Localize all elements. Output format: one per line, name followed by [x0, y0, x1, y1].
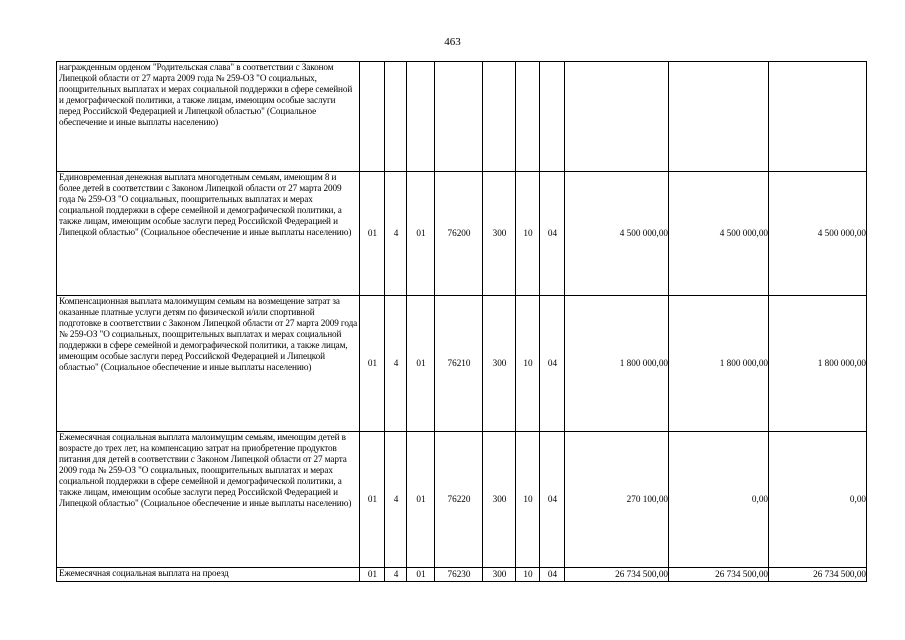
code-subprogram: 4: [385, 172, 407, 296]
code-main-event: 01: [407, 432, 435, 568]
amount-year-2: [669, 62, 769, 172]
amount-year-1: 270 100,00: [565, 432, 669, 568]
amount-year-2: 4 500 000,00: [669, 172, 769, 296]
code-subsection: 04: [540, 432, 565, 568]
table-row: [57, 62, 867, 172]
row-description: награжденным орденом "Родительская слава" в соответствии с Законом Липецкой области от 27 марта 2009 года № 259-ОЗ "О социальных, поощрительных выплатах и мерах социальной поддержки в сфере семейной и демографической политики, а также лицам, имеющим особые заслуги перед Российской Федерацией и Липецкой областью" (Социальное обеспечение и иные выплаты населению): [57, 62, 360, 172]
amount-year-2: 0,00: [669, 432, 769, 568]
code-program: 01: [360, 296, 385, 432]
code-main-event: 01: [407, 172, 435, 296]
amount-year-3: [769, 62, 867, 172]
code-expense-type: [483, 62, 516, 172]
code-subsection: 04: [540, 172, 565, 296]
code-section: 10: [516, 432, 540, 568]
amount-year-3: 0,00: [769, 432, 867, 568]
code-program: 01: [360, 568, 385, 582]
code-subsection: 04: [540, 568, 565, 582]
code-direction: 76210: [435, 296, 483, 432]
budget-table: [56, 61, 867, 582]
amount-year-1: 4 500 000,00: [565, 172, 669, 296]
code-subprogram: 4: [385, 568, 407, 582]
code-subprogram: 4: [385, 296, 407, 432]
code-section: 10: [516, 296, 540, 432]
amount-year-3: 1 800 000,00: [769, 296, 867, 432]
code-expense-type: 300: [483, 568, 516, 582]
code-program: 01: [360, 432, 385, 568]
amount-year-1: 1 800 000,00: [565, 296, 669, 432]
code-expense-type: 300: [483, 432, 516, 568]
table-row: [57, 432, 867, 568]
code-direction: [435, 62, 483, 172]
code-direction: 76220: [435, 432, 483, 568]
code-program: 01: [360, 172, 385, 296]
amount-year-3: 26 734 500,00: [769, 568, 867, 582]
table-row: [57, 568, 867, 582]
amount-year-2: 26 734 500,00: [669, 568, 769, 582]
code-section: 10: [516, 172, 540, 296]
row-description: Ежемесячная социальная выплата малоимущим семьям, имеющим детей в возрасте до трех лет, на компенсацию затрат на приобретение продуктов питания для детей в соответствии с Законом Липецкой области от 27 марта 2009 года № 259-ОЗ "О социальных, поощрительных выплатах и мерах социальной поддержки в сфере семейной и демографической политики, а также лицам, имеющим особые заслуги перед Российской Федерацией и Липецкой областью" (Социальное обеспечение и иные выплаты населению): [57, 432, 360, 568]
code-section: 10: [516, 568, 540, 582]
row-description: Ежемесячная социальная выплата на проезд: [57, 568, 360, 582]
amount-year-3: 4 500 000,00: [769, 172, 867, 296]
row-description: Компенсационная выплата малоимущим семьям на возмещение затрат за оказанные платные услуги детям по физической и/или спортивной подготовке в соответствии с Законом Липецкой области от 27 марта 2009 года № 259-ОЗ "О социальных, поощрительных выплатах и мерах социальной поддержки в сфере семейной и демографической политики, а также лицам, имеющим особые заслуги перед Российской Федерацией и Липецкой областью" (Социальное обеспечение и иные выплаты населению): [57, 296, 360, 432]
code-subsection: [540, 62, 565, 172]
code-main-event: 01: [407, 296, 435, 432]
code-section: [516, 62, 540, 172]
code-direction: 76230: [435, 568, 483, 582]
code-program: [360, 62, 385, 172]
row-description: Единовременная денежная выплата многодетным семьям, имеющим 8 и более детей в соответствии с Законом Липецкой области от 27 марта 2009 года № 259-ОЗ "О социальных, поощрительных выплатах и мерах социальной поддержки в сфере семейной и демографической политики, а также лицам, имеющим особые заслуги перед Российской Федерацией и Липецкой областью" (Социальное обеспечение и иные выплаты населению): [57, 172, 360, 296]
table-row: [57, 296, 867, 432]
table-row: [57, 172, 867, 296]
code-main-event: 01: [407, 568, 435, 582]
amount-year-1: [565, 62, 669, 172]
code-main-event: [407, 62, 435, 172]
code-subsection: 04: [540, 296, 565, 432]
code-subprogram: [385, 62, 407, 172]
amount-year-1: 26 734 500,00: [565, 568, 669, 582]
code-direction: 76200: [435, 172, 483, 296]
page-number: 463: [444, 36, 461, 48]
code-expense-type: 300: [483, 172, 516, 296]
code-subprogram: 4: [385, 432, 407, 568]
code-expense-type: 300: [483, 296, 516, 432]
amount-year-2: 1 800 000,00: [669, 296, 769, 432]
